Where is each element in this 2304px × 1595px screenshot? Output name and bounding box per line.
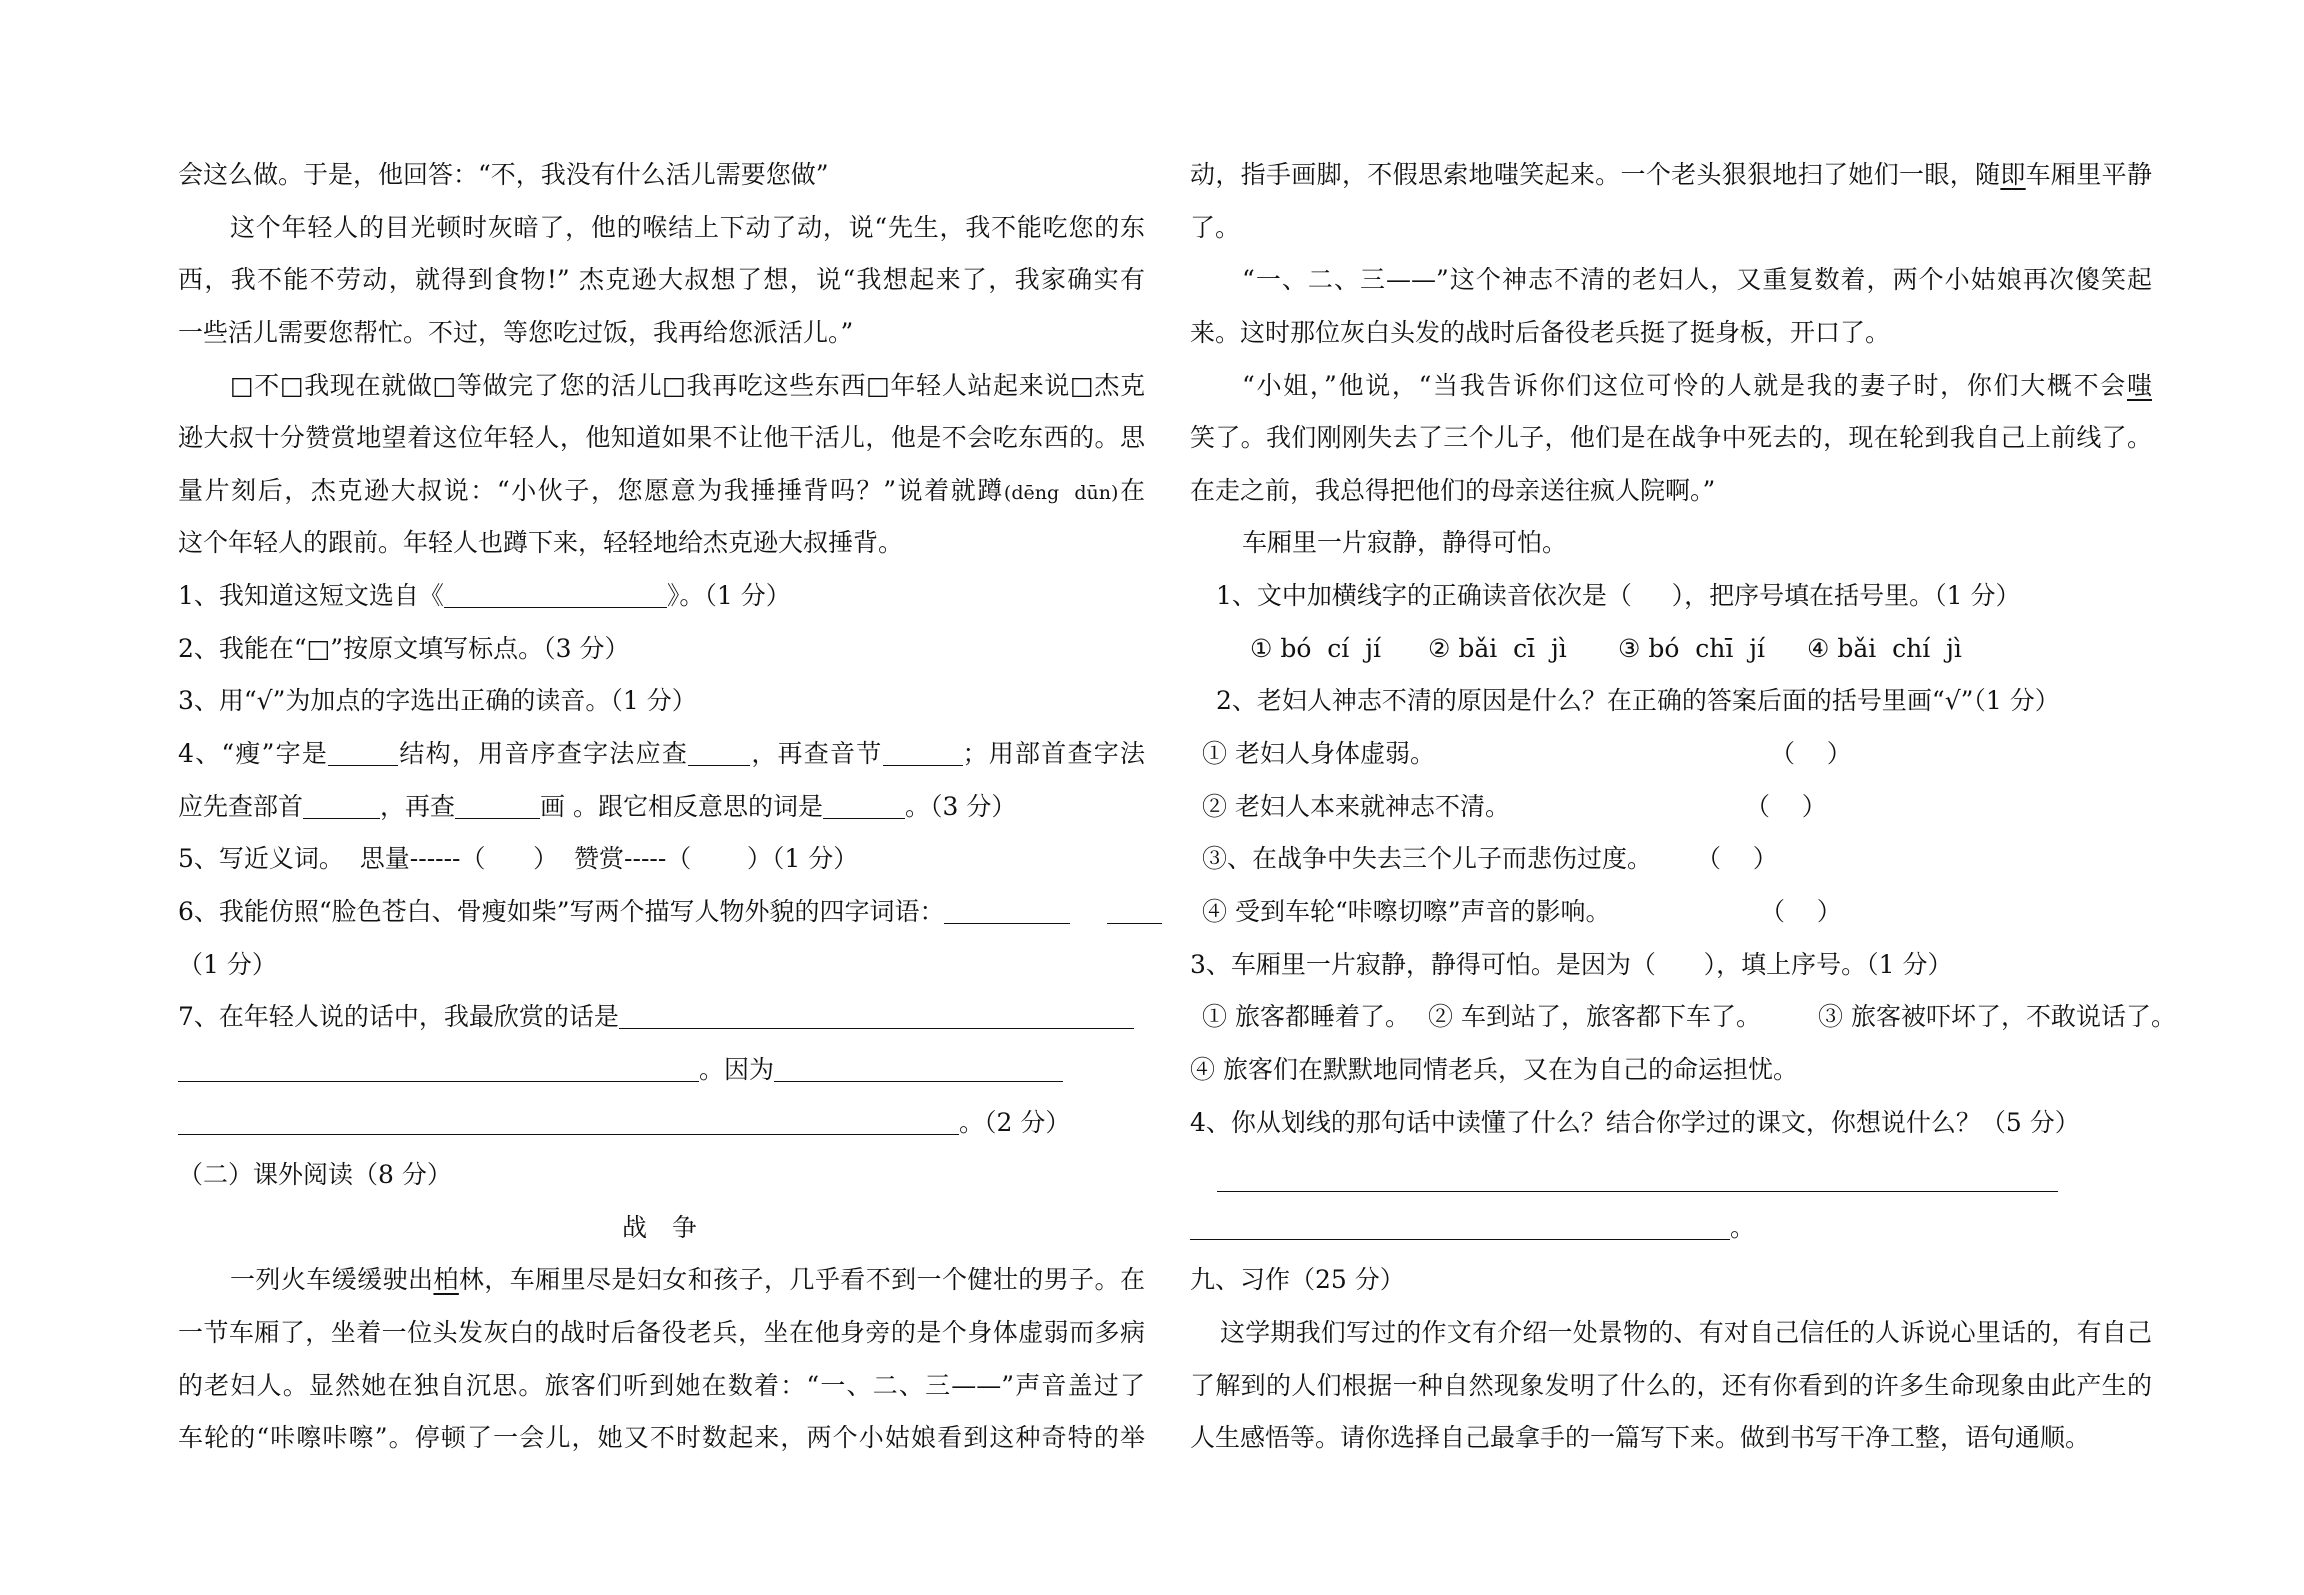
answer-blank: [774, 1080, 1063, 1082]
option-text: ① 老妇人身体虚弱。: [1202, 739, 1435, 769]
answer-blank: [444, 606, 667, 608]
answer-blank: [178, 1133, 959, 1135]
question-4-line-1: [178, 728, 1145, 781]
option-text: ② 老妇人本来就神志不清。: [1202, 791, 1510, 821]
question-text: 应先查部首: [178, 791, 304, 821]
passage-text: “小姐，”他说，“当我告诉你们这位可怜的人就是我的妻子时，你们大概不会: [1242, 370, 2127, 400]
passage-line: 一节车厢了，坐着一位头发灰白的战时后备役老兵，坐在他身旁的是个身体虚弱而多病: [178, 1318, 1145, 1348]
reading-question-4: 4、你从划线的那句话中读懂了什么？结合你学过的课文，你想说什么？（5 分）: [1190, 1107, 2080, 1137]
story-text: 在: [1118, 475, 1145, 505]
underlined-character: 嗤: [2126, 370, 2152, 400]
story-line: 这个年轻人的跟前。年轻人也蹲下来，轻轻地给杰克逊大叔捶背。: [178, 528, 904, 558]
passage-text: 林，车厢里尽是妇女和孩子，几乎看不到一个健壮的男子。在: [458, 1265, 1145, 1295]
passage-line: “一、二、三——”这个神志不清的老妇人，又重复数着，两个小姑娘再次傻笑起: [1242, 265, 2152, 295]
right-column: [1190, 149, 2176, 1465]
composition-line: 人生感悟等。请你选择自己最拿手的一篇写下来。做到书写干净工整，语句通顺。: [1190, 1423, 2091, 1453]
composition-line: 了解到的人们根据一种自然现象发明了什么的，还有你看到的许多生命现象由此产生的: [1190, 1370, 2152, 1400]
answer-parentheses: （ ）: [1745, 791, 1827, 821]
question-2: 2、我能在“□”按原文填写标点。（3 分）: [178, 633, 630, 663]
reading-question-2-option: [1190, 728, 2152, 781]
answer-blank: [944, 922, 1070, 924]
composition-line: 这学期我们写过的作文有介绍一处景物的、有对自己信任的人诉说心里话的，有自己: [1220, 1318, 2152, 1348]
reading-question-3-option: ④ 旅客们在默默地同情老兵，又在为自己的命运担忧。: [1190, 1054, 1798, 1084]
question-text: 。（2 分）: [959, 1107, 1071, 1137]
reading-question-3-options: [1190, 991, 2176, 1044]
left-column: [178, 149, 1145, 1465]
passage-text: 动，指手画脚，不假思索地嗤笑起来。一个老头狠狠地扫了她们一眼，随: [1190, 160, 2001, 189]
question-text: 。（3 分）: [904, 791, 1017, 821]
question-7-line-2: [178, 1044, 1145, 1097]
story-line: 逊大叔十分赞赏地望着这位年轻人，他知道如果不让他干活儿，他是不会吃东西的。思: [178, 423, 1145, 453]
option-text: ① 旅客都睡着了。: [1202, 1002, 1410, 1032]
question-5: 5、写近义词。 思量------（ ） 赞赏-----（ ）（1 分）: [178, 844, 859, 874]
reading-question-2-option: [1190, 886, 2152, 939]
passage-line: [1190, 360, 2152, 413]
question-text: 6、我能仿照“脸色苍白、骨瘦如柴”写两个描写人物外貌的四字词语：: [178, 896, 945, 926]
reading-question-2: 2、老妇人神志不清的原因是什么？在正确的答案后面的括号里画“√”（1 分）: [1216, 686, 2060, 716]
answer-parentheses: （ ）: [1770, 739, 1852, 769]
option-text: ② 车到站了，旅客都下车了。: [1428, 1002, 1761, 1032]
answer-blank: [688, 764, 750, 766]
question-text: 4、“瘦”字是: [178, 739, 329, 769]
question-text: 》。（1 分）: [666, 581, 791, 611]
question-4-line-2: [178, 781, 1145, 834]
answer-blank: [823, 817, 905, 819]
pinyin-option: ② bǎi cī jì: [1428, 633, 1567, 663]
pinyin-option: ③ bó chī jí: [1618, 633, 1766, 663]
question-text: ；用部首查字法: [962, 739, 1145, 769]
story-line: 一些活儿需要您帮忙。不过，等您吃过饭，我再给您派活儿。”: [178, 317, 854, 347]
underlined-character: 即: [2000, 160, 2026, 189]
question-3: 3、用“√”为加点的字选出正确的读音。（1 分）: [178, 686, 697, 716]
answer-line: [1190, 1202, 2152, 1255]
passage-line: 在走之前，我总得把他们的母亲送往疯人院啊。”: [1190, 475, 1716, 505]
pinyin-annotation: (dēng dūn): [1003, 481, 1119, 504]
composition-heading: 九、习作（25 分）: [1190, 1265, 1405, 1295]
passage-line: [1190, 149, 2152, 202]
answer-blank: [178, 1080, 699, 1082]
punctuation-exercise-line: □不□我现在就做□等做完了您的活儿□我再吃这些东西□年轻人站起来说□杰克: [230, 370, 1145, 400]
passage-line: 来。这时那位灰白头发的战时后备役老兵挺了挺身板，开口了。: [1190, 317, 1891, 347]
question-7-line-1: [178, 991, 1145, 1044]
answer-blank: [619, 1027, 1134, 1029]
question-6: [178, 886, 1145, 939]
answer-line-end: 。: [1730, 1212, 1756, 1242]
answer-parentheses: （ ）: [1760, 896, 1842, 926]
answer-blank: [1217, 1190, 2058, 1192]
passage-text: 一列火车缓缓驶出: [230, 1265, 434, 1295]
question-text: ，再查: [380, 791, 456, 821]
question-text: 。因为: [699, 1054, 775, 1084]
question-text: 画 。跟它相反意思的词是: [540, 791, 823, 821]
answer-parentheses: （ ）: [1696, 844, 1778, 874]
question-1: [178, 570, 1145, 623]
passage-line: [178, 1254, 1145, 1307]
story-line: 会这么做。于是，他回答：“不，我没有什么活儿需要您做”: [178, 160, 829, 189]
answer-blank: [328, 764, 398, 766]
question-text: 结构，用音序查字法应查: [398, 739, 689, 769]
passage-title: 战 争: [622, 1212, 698, 1242]
question-text: 1、我知道这短文选自《: [178, 581, 444, 611]
question-7-line-3: [178, 1097, 1145, 1150]
story-line: 西，我不能不劳动，就得到食物!” 杰克逊大叔想了想，说“我想起来了，我家确实有: [178, 265, 1145, 295]
answer-blank: [1190, 1238, 1730, 1240]
passage-title-row: [178, 1202, 1145, 1255]
passage-line: 车厢里一片寂静，静得可怕。: [1242, 528, 1568, 558]
passage-text: 车厢里平静: [2025, 160, 2152, 189]
option-text: ③ 旅客被吓坏了，不敢说话了。: [1818, 1002, 2176, 1032]
story-text: 量片刻后，杰克逊大叔说：“小伙子，您愿意为我捶捶背吗？”说着就蹲: [178, 475, 1004, 505]
reading-question-2-option: [1190, 781, 2152, 834]
answer-blank: [883, 764, 963, 766]
option-text: ④ 受到车轮“咔嚓切嚓”声音的影响。: [1202, 896, 1611, 926]
reading-question-3: 3、车厢里一片寂静，静得可怕。是因为（ ），填上序号。（1 分）: [1190, 949, 1953, 979]
answer-blank: [303, 817, 380, 819]
story-line: 这个年轻人的目光顿时灰暗了，他的喉结上下动了动，说“先生，我不能吃您的东: [230, 212, 1145, 242]
reading-question-1-options: [1190, 623, 2152, 676]
answer-blank: [1107, 922, 1162, 924]
option-text: ③、在战争中失去三个儿子而悲伤过度。: [1202, 844, 1653, 874]
question-text: ，再查音节: [750, 739, 883, 769]
answer-line: [1190, 1149, 2152, 1202]
question-text: 7、在年轻人说的话中，我最欣赏的话是: [178, 1002, 619, 1032]
story-line-with-pinyin: [178, 465, 1145, 518]
question-6-score: （1 分）: [178, 949, 277, 979]
passage-line: 车轮的“咔嚓咔嚓”。停顿了一会儿，她又不时数起来，两个小姑娘看到这种奇特的举: [178, 1423, 1145, 1453]
reading-question-2-option: [1190, 833, 2152, 886]
answer-blank: [455, 817, 540, 819]
section-heading: （二）课外阅读（8 分）: [178, 1160, 452, 1190]
reading-question-1: 1、文中加横线字的正确读音依次是（ ），把序号填在括号里。（1 分）: [1216, 581, 2021, 611]
passage-line: 了。: [1190, 212, 1241, 242]
underlined-character: 柏: [433, 1265, 459, 1295]
pinyin-option: ④ bǎi chí jì: [1807, 633, 1962, 663]
passage-line: 笑了。我们刚刚失去了三个儿子，他们是在战争中死去的，现在轮到我自己上前线了。: [1190, 423, 2152, 453]
pinyin-option: ① bó cí jí: [1250, 633, 1381, 663]
passage-line: 的老妇人。显然她在独自沉思。旅客们听到她在数着：“一、二、三——”声音盖过了: [178, 1370, 1145, 1400]
